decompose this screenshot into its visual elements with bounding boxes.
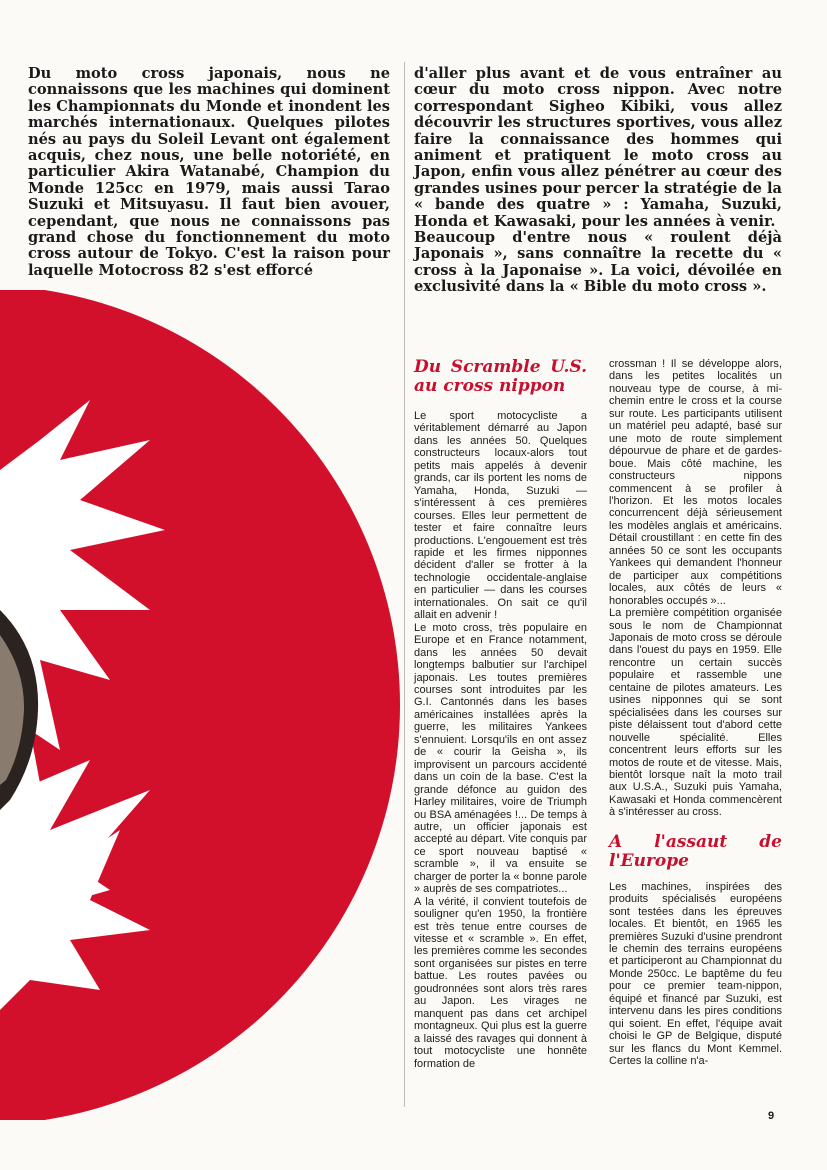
body-column-left <box>414 358 587 1070</box>
column-divider <box>404 62 405 1107</box>
section-heading-scramble: Du Scramble U.S. au cross nippon <box>414 357 587 396</box>
intro-right-paragraph-2: Beaucoup d'entre nous « roulent déjà Japonais », sans connaître la recette du « cross à la Japonaise ». La voici, dévoilée en exclusivité dans la « Bible du moto cross ». <box>414 229 782 296</box>
body-paragraph: A la vérité, il convient toutefois de souligner qu'en 1950, la frontière est très tenue entre courses de vitesse et « scramble ». En effet, les premières comme les secondes sont organisées sur pistes en terre battue. Les routes pavées ou goudronnées sont alors très rares au Japon. Les virages ne manquent pas dans cet archipel montagneux. Qui plus est la guerre a laissé des ravages qui donnent à tout motocycliste une honnête formation de <box>414 895 587 1070</box>
section-heading-europe: A l'assaut de l'Europe <box>609 831 782 871</box>
body-paragraph: crossman ! Il se développe alors, dans les petites localités un nouveau type de course, à mi-chemin entre le cross et la course sur route. Les participants utilisent un matériel peu adapté, basé sur une moto de route simplement dépourvue de phare et de gardes-boue. Mais côté machine, les constructeurs nippons commencent à se profiler à l'horizon. Et les motos locales concurrencent déjà sérieusement les modèles anglais et américains. Détail croustillant : en cette fin des années 50 ce sont les occupants Yankees qui demandent l'honneur de participer aux compétitions locales, aux côtés de leurs « honorables occupés »... <box>609 358 782 607</box>
intro-left-text: Du moto cross japonais, nous ne connaissons que les machines qui dominent les Championnats du Monde et inondent les marchés internationaux. Quelques pilotes nés au pays du Soleil Levant ont également acquis, chez nous, une belle notoriété, en particulier Akira Watanabé, Champion du Monde 125cc en 1979, mais aussi Tarao Suzuki et Mitsuyasu. Il faut bien avouer, cependant, que nous ne connaissons pas grand chose du fonctionnement du moto cross autour de Tokyo. C'est la raison pour laquelle Motocross 82 s'est efforcé <box>28 65 390 279</box>
red-sun-disc <box>0 290 400 1120</box>
body-paragraph: La première compétition organisée sous le nom de Championnat Japonais de moto cross se déroule dans l'ouest du pays en 1959. Elle rencontre un certain succès populaire et rassemble une centaine de pilotes amateurs. Les usines nipponnes qui se sont spécialisées dans les courses sur piste délaissent tout d'abord cette nouvelle spécialité. Elles concentrent leurs efforts sur les motos de route et de vitesse. Mais, bientôt lorsque naît la moto trail aux U.S.A., Suzuki puis Yamaha, Kawasaki et Honda commencèrent à s'intéresser au cross. <box>609 607 782 819</box>
body-paragraph: Le sport motocycliste a véritablement démarré au Japon dans les années 50. Quelques constructeurs locaux-alors tout petits mais appelés à devenir grands, car ils portent les noms de Yamaha, Honda, Suzuki — s'intéressent à ces premières courses. Elles leur permettent de tester et faire connaître leurs productions. L'engouement est très rapide et les firmes nipponnes décident d'aller se frotter à la technologie occidentale-anglaise en particulier — dans les courses internationales. On sait ce qu'il allait en advenir ! <box>414 410 587 622</box>
intro-right-paragraph-1: d'aller plus avant et de vous entraîner au cœur du moto cross nippon. Avec notre correspondant Sigheo Kibiki, vous allez découvrir les structures sportives, vous allez faire la connaissance des hommes qui animent et pratiquent le moto cross au Japon, enfin vous allez pénétrer au cœur des grandes usines pour percer la stratégie de la « bande des quatre » : Yamaha, Suzuki, Honda et Kawasaki, pour les années à venir. <box>414 65 782 230</box>
page-number: 9 <box>768 1110 775 1122</box>
body-paragraph: Le moto cross, très populaire en Europe et en France notamment, dans les années 50 devait longtemps balbutier sur l'archipel japonais. Les toutes premières courses sont introduites par les G.I. Cantonnés dans les bases américaines installées après la guerre, les militaires Yankees s'ennuient. Lorsqu'ils en ont assez de « courir la Geisha », ils improvisent un parcours accidenté dans un coin de la base. C'est la grande défonce au guidon des Harley militaires, voire de Triumph ou BSA aménagées !... De temps à autre, un officier japonais est accepté au départ. Vite conquis par ce sport nouveau baptisé « scramble », il va ensuite se charger de porter la « bonne parole » auprès de ses compatriotes... <box>414 621 587 896</box>
rising-sun-graphic <box>0 290 400 1120</box>
intro-right-text <box>414 66 782 296</box>
body-paragraph: Les machines, inspirées des produits spécialisés européens sont testées dans les épreuves locales. Et bientôt, en 1965 les premières Suzuki d'usine prendront le chemin des terrains européens et participeront au Championnat du Monde 250cc. Le baptême du feu pour ce premier team-nippon, équipé et financé par Suzuki, est intervenu dans les pires conditions qui soient. En effet, l'équipe avait choisi le GP de Belgique, disputé sur les flancs du Mont Kemmel. Certes la colline n'a- <box>609 880 782 1068</box>
body-column-right <box>609 358 782 1068</box>
